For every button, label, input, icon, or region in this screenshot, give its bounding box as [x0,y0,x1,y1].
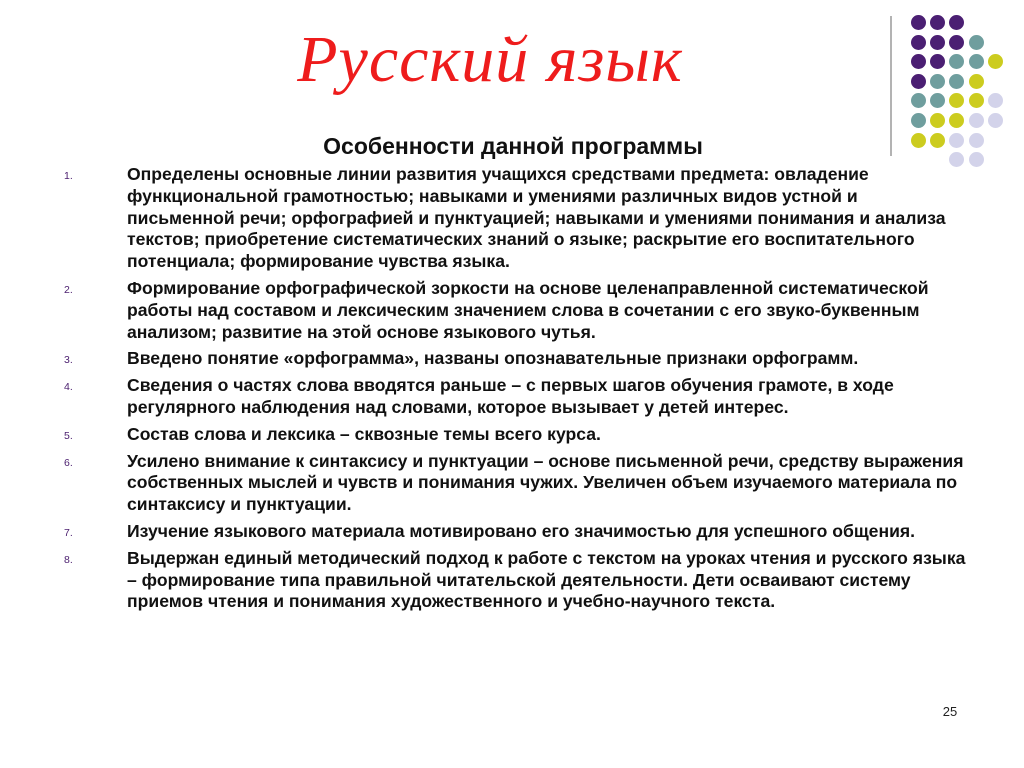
decorative-dot [949,93,964,108]
decorative-dot [969,35,984,50]
decorative-dot [949,54,964,69]
slide-title: Русский язык [297,23,683,96]
list-item [64,375,966,419]
list-item-number: 2. [64,283,73,296]
list-item [64,164,966,273]
list-item-number: 7. [64,526,73,539]
decorative-dot [969,74,984,89]
list-item-number: 5. [64,429,73,442]
decorative-dot [930,15,945,30]
list-item-number: 4. [64,381,73,394]
decorative-dot [969,93,984,108]
list-item [64,424,966,446]
decorative-dot [930,93,945,108]
list-item [64,521,966,543]
decorative-dot [930,54,945,69]
list-item-text: Определены основные линии развития учащихся средствами предмета: овладение функциональной грамотностью; навыками и умениями различных видов устной и письменной речи; орфографией и пунктуацией; навыками и умениями понимания и анализа текстов; приобретение систематических знаний о языке; раскрытие его воспитательного потенциала; формирование чувства языка. [127,164,946,272]
decorative-dot [988,93,1003,108]
decorative-dot [930,74,945,89]
decorative-dot [969,54,984,69]
decorative-dot [911,15,926,30]
decorative-dot [911,54,926,69]
decorative-dot [930,133,945,148]
list-item-text: Изучение языкового материала мотивировано его значимостью для успешного общения. [127,520,916,541]
decorative-dot [969,133,984,148]
features-list [64,164,966,618]
decorative-dot [988,113,1003,128]
list-item-text: Формирование орфографической зоркости на основе целенаправленной систематической работы над составом и лексическим значением слова в сочетании с его звуко-буквенным анализом; развитие на этой основе языкового чутья. [127,277,929,342]
decorative-dot [949,74,964,89]
decorative-dot [930,113,945,128]
list-item [64,278,966,343]
list-item [64,348,966,370]
page-number: 25 [942,704,958,719]
list-item-text: Усилено внимание к синтаксису и пунктуации – основе письменной речи, средству выражения собственных мыслей и чувств и понимания чужих. Увеличен объем изучаемого материала по синтаксису и пунктуации. [127,450,964,515]
list-item-number: 8. [64,553,73,566]
decorative-dot [911,133,926,148]
list-item-text: Выдержан единый методический подход к работе с текстом на уроках чтения и русского языка – формирование типа правильной читательской деятельности. Дети осваивают систему приемов чтения и понимания художественного и учебно-научного текста. [127,547,966,612]
decorative-dot [911,35,926,50]
decorative-dot [949,15,964,30]
decorative-dot [988,54,1003,69]
decorative-dot [911,74,926,89]
list-item-text: Сведения о частях слова вводятся раньше – с первых шагов обучения грамоте, в ходе регулярного наблюдения над словами, которое вызывает у детей интерес. [127,375,894,417]
decorative-dot [911,93,926,108]
list-item [64,548,966,613]
list-item-number: 3. [64,354,73,367]
list-item [64,451,966,516]
decorative-divider [890,16,892,156]
decorative-dot [969,113,984,128]
decorative-dot [949,133,964,148]
decorative-dot [949,35,964,50]
list-item-text: Состав слова и лексика – сквозные темы всего курса. [127,423,601,444]
slide-subtitle: Особенности данной программы [323,133,703,159]
decorative-dot [949,113,964,128]
decorative-dot [930,35,945,50]
list-item-text: Введено понятие «орфограмма», названы опознавательные признаки орфограмм. [127,348,859,369]
list-item-number: 6. [64,456,73,469]
decorative-dot [911,113,926,128]
list-item-number: 1. [64,170,73,182]
decorative-dot [969,152,984,167]
